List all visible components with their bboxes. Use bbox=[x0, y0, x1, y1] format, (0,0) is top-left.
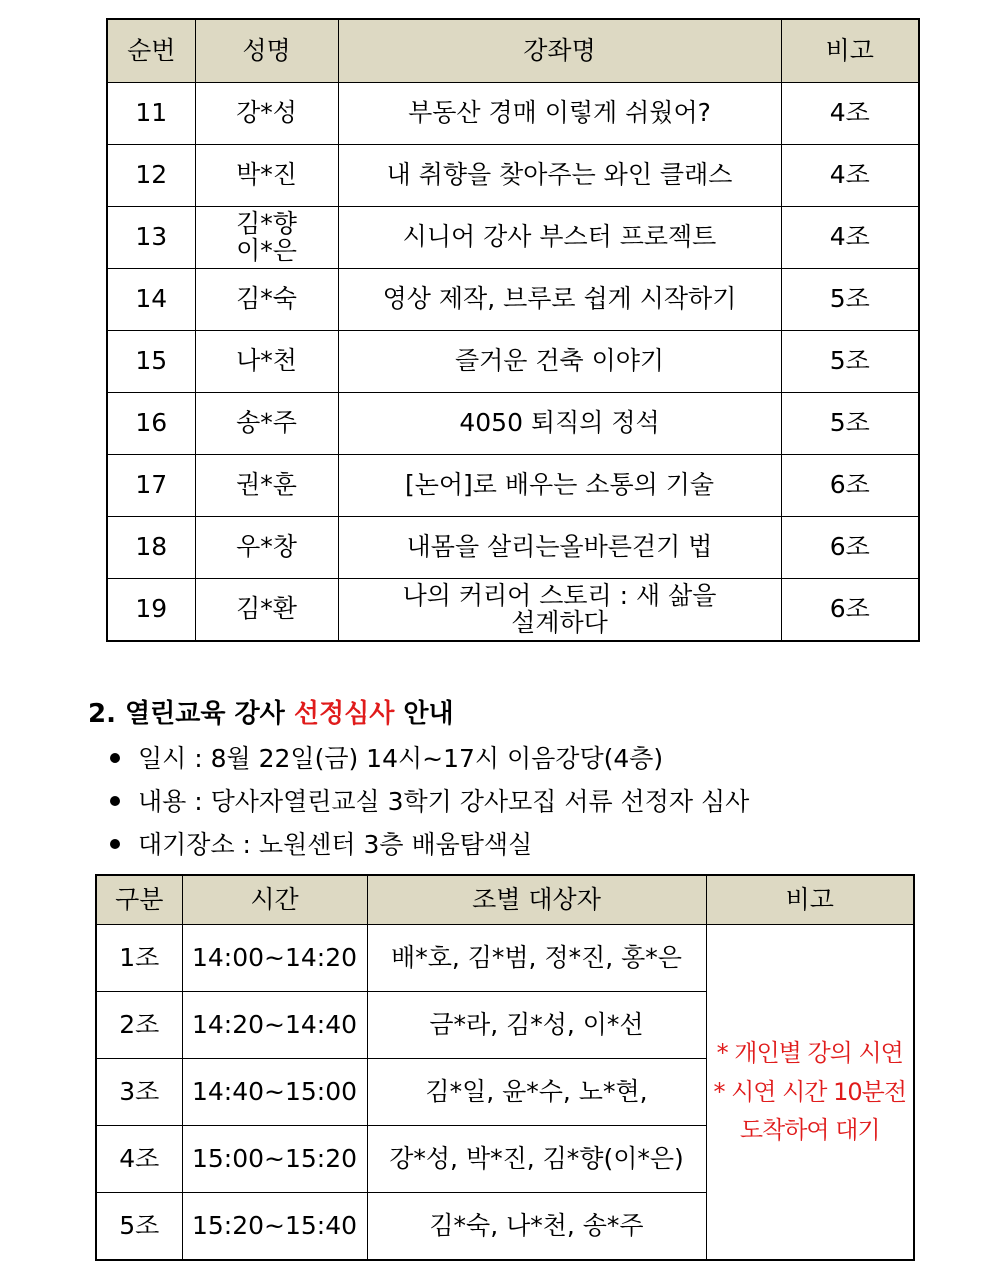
row-name: 우*창 bbox=[195, 517, 338, 579]
row-no: 16 bbox=[107, 393, 195, 455]
table-row bbox=[107, 207, 919, 269]
section-title bbox=[88, 695, 749, 733]
row-no: 15 bbox=[107, 331, 195, 393]
row-name: 권*훈 bbox=[195, 455, 338, 517]
section-title-before: 열린교육 강사 bbox=[125, 699, 285, 729]
row-course: 영상 제작, 브루로 쉽게 시작하기 bbox=[338, 269, 781, 331]
row-note: 6조 bbox=[781, 517, 919, 579]
row-no: 13 bbox=[107, 207, 195, 269]
info-item-content: 내용 : 당사자열린교실 3학기 강사모집 서류 선정자 심사 bbox=[88, 780, 749, 823]
row-members: 김*숙, 나*천, 송*주 bbox=[367, 1193, 706, 1261]
lecturer-table bbox=[106, 18, 920, 642]
row-members: 배*호, 김*범, 정*진, 홍*은 bbox=[367, 925, 706, 992]
table-row bbox=[107, 269, 919, 331]
row-course: 부동산 경매 이렇게 쉬웠어? bbox=[338, 83, 781, 145]
row-course: 내몸을 살리는올바른걷기 법 bbox=[338, 517, 781, 579]
table-row bbox=[107, 83, 919, 145]
table-header-row bbox=[107, 19, 919, 83]
info-item-waiting-place: 대기장소 : 노원센터 3층 배움탐색실 bbox=[88, 823, 749, 866]
table-header-row bbox=[96, 875, 914, 925]
row-members: 금*라, 김*성, 이*선 bbox=[367, 992, 706, 1059]
table-row bbox=[107, 331, 919, 393]
row-name: 박*진 bbox=[195, 145, 338, 207]
row-note: 6조 bbox=[781, 579, 919, 642]
row-course: 나의 커리어 스토리 : 새 삶을 설계하다 bbox=[338, 579, 781, 642]
row-no: 19 bbox=[107, 579, 195, 642]
bullet-icon bbox=[110, 839, 120, 849]
row-no: 17 bbox=[107, 455, 195, 517]
row-group: 4조 bbox=[96, 1126, 182, 1193]
table-row bbox=[107, 145, 919, 207]
selection-review-section bbox=[88, 695, 749, 866]
row-no: 11 bbox=[107, 83, 195, 145]
row-group: 1조 bbox=[96, 925, 182, 992]
schedule-note bbox=[706, 925, 914, 1261]
row-no: 12 bbox=[107, 145, 195, 207]
header-course: 강좌명 bbox=[338, 19, 781, 83]
table-row bbox=[107, 517, 919, 579]
row-name: 김*향 이*은 bbox=[195, 207, 338, 269]
row-note: 5조 bbox=[781, 393, 919, 455]
row-name: 나*천 bbox=[195, 331, 338, 393]
section-number: 2. bbox=[88, 699, 116, 729]
row-group: 5조 bbox=[96, 1193, 182, 1261]
row-note: 6조 bbox=[781, 455, 919, 517]
row-time: 14:00~14:20 bbox=[182, 925, 367, 992]
row-note: 4조 bbox=[781, 207, 919, 269]
row-group: 3조 bbox=[96, 1059, 182, 1126]
row-members: 강*성, 박*진, 김*향(이*은) bbox=[367, 1126, 706, 1193]
row-name: 김*숙 bbox=[195, 269, 338, 331]
row-time: 14:40~15:00 bbox=[182, 1059, 367, 1126]
bullet-icon bbox=[110, 796, 120, 806]
row-course: 즐거운 건축 이야기 bbox=[338, 331, 781, 393]
schedule-table bbox=[95, 874, 915, 1261]
row-note: 5조 bbox=[781, 269, 919, 331]
row-course: 시니어 강사 부스터 프로젝트 bbox=[338, 207, 781, 269]
row-name: 김*환 bbox=[195, 579, 338, 642]
header-note: 비고 bbox=[706, 875, 914, 925]
header-time: 시간 bbox=[182, 875, 367, 925]
row-note: 4조 bbox=[781, 145, 919, 207]
table-row bbox=[107, 579, 919, 642]
header-name: 성명 bbox=[195, 19, 338, 83]
note-line: * 시연 시간 10분전 bbox=[713, 1077, 907, 1106]
table-row bbox=[96, 925, 914, 992]
note-line: * 개인별 강의 시연 bbox=[716, 1039, 903, 1068]
row-no: 18 bbox=[107, 517, 195, 579]
row-members: 김*일, 윤*수, 노*현, bbox=[367, 1059, 706, 1126]
row-note: 5조 bbox=[781, 331, 919, 393]
info-list bbox=[88, 737, 749, 866]
table-row bbox=[107, 393, 919, 455]
header-note: 비고 bbox=[781, 19, 919, 83]
row-course: 4050 퇴직의 정석 bbox=[338, 393, 781, 455]
row-course: 내 취향을 찾아주는 와인 클래스 bbox=[338, 145, 781, 207]
note-line: 도착하여 대기 bbox=[739, 1116, 880, 1145]
header-group: 구분 bbox=[96, 875, 182, 925]
row-time: 15:20~15:40 bbox=[182, 1193, 367, 1261]
row-name: 강*성 bbox=[195, 83, 338, 145]
info-item-datetime: 일시 : 8월 22일(금) 14시~17시 이음강당(4층) bbox=[88, 737, 749, 780]
section-title-after: 안내 bbox=[403, 699, 454, 729]
table-row bbox=[107, 455, 919, 517]
row-time: 14:20~14:40 bbox=[182, 992, 367, 1059]
section-title-highlight: 선정심사 bbox=[293, 699, 395, 729]
bullet-icon bbox=[110, 753, 120, 763]
row-note: 4조 bbox=[781, 83, 919, 145]
row-no: 14 bbox=[107, 269, 195, 331]
row-group: 2조 bbox=[96, 992, 182, 1059]
header-no: 순번 bbox=[107, 19, 195, 83]
row-course: [논어]로 배우는 소통의 기술 bbox=[338, 455, 781, 517]
row-time: 15:00~15:20 bbox=[182, 1126, 367, 1193]
header-members: 조별 대상자 bbox=[367, 875, 706, 925]
row-name: 송*주 bbox=[195, 393, 338, 455]
